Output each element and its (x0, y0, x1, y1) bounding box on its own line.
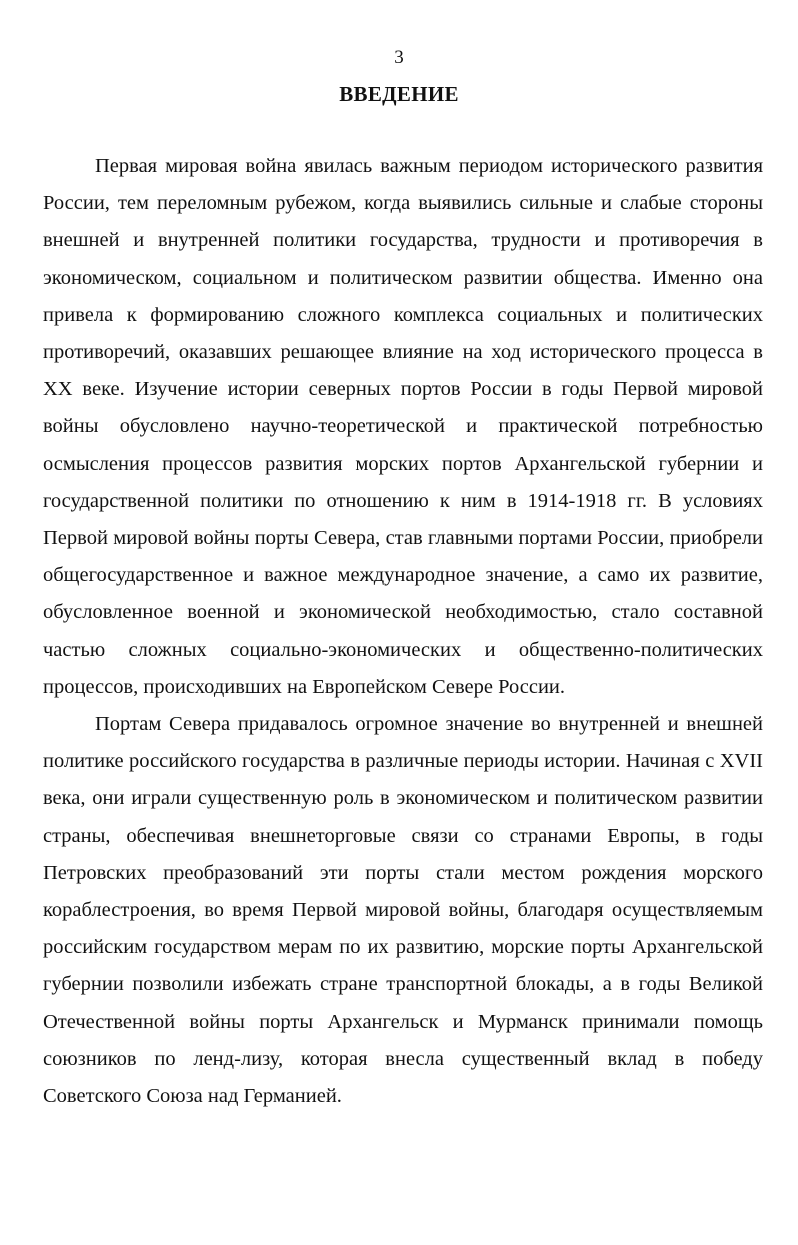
paragraph-1: Первая мировая война явилась важным периодом исторического развития России, тем переломным рубежом, когда выявились сильные и слабые стороны внешней и внутренней политики государства, трудности и противоречия в экономическом, социальном и политическом развитии общества. Именно она привела к формированию сложного комплекса социальных и политических противоречий, оказавших решающее влияние на ход исторического процесса в XX веке. Изучение истории северных портов России в годы Первой мировой войны обусловлено научно-теоретической и практической потребностью осмысления процессов развития морских портов Архангельской губернии и государственной политики по отношению к ним в 1914-1918 гг. В условиях Первой мировой войны порты Севера, став главными портами России, приобрели общегосударственное и важное международное значение, а само их развитие, обусловленное военной и экономической необходимостью, стало составной частью сложных социально-экономических и общественно-политических процессов, происходивших на Европейском Севере России. (43, 155, 763, 698)
body-text (43, 148, 763, 1115)
page-number: 3 (394, 47, 404, 68)
page-title: ВВЕДЕНИЕ (339, 82, 459, 106)
paragraph-2: Портам Севера придавалось огромное значение во внутренней и внешней политике российского государства в различные периоды истории. Начиная с XVII века, они играли существенную роль в экономическом и политическом развитии страны, обеспечивая внешнеторговые связи со странами Европы, в годы Петровских преобразований эти порты стали местом рождения морского кораблестроения, во время Первой мировой войны, благодаря осуществляемым российским государством мерам по их развитию, морские порты Архангельской губернии позволили избежать стране транспортной блокады, а в годы Великой Отечественной войны порты Архангельск и Мурманск принимали помощь союзников по ленд-лизу, которая внесла существенный вклад в победу Советского Союза над Германией. (43, 713, 763, 1108)
